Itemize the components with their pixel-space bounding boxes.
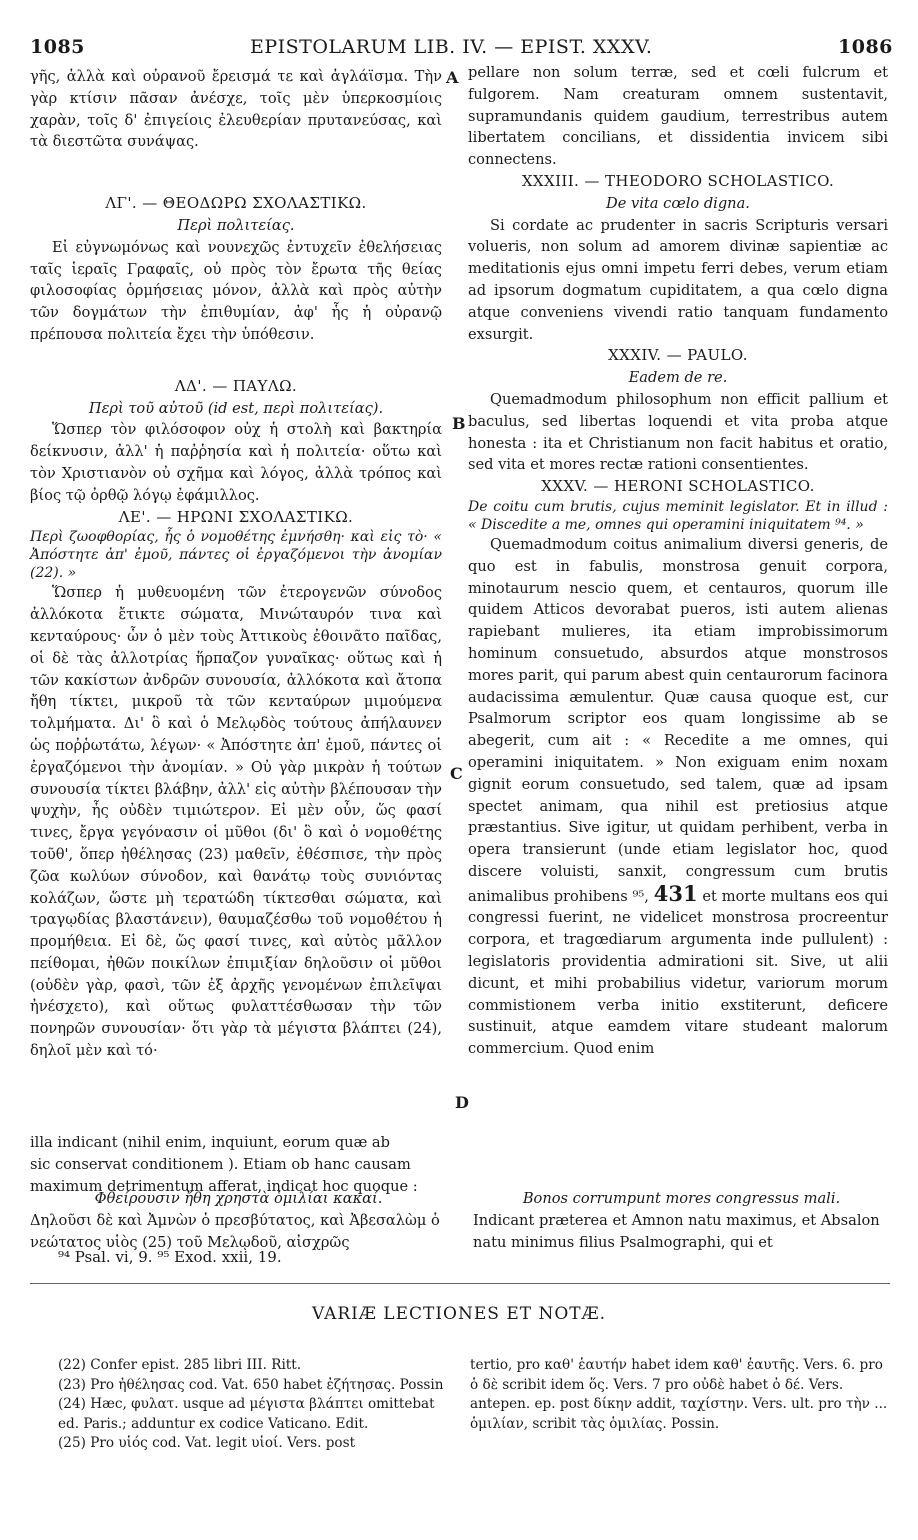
greek-intro: γῆς, ἀλλὰ καὶ οὐρανοῦ ἔρεισμά τε καὶ ἀγλάϊσμα. Τὴν γὰρ κτίσιν πᾶσαν ἀνέσχε, τοῖς μὲν ὑπερκοσμίοις χαρὰν, τοῖς δ' ἐπιγείοις ἐλευθερίαν πρυτανεύσας, καὶ τὰ διεστῶτα συνάψας. [30,68,442,151]
greek-epistle-35-title: ΛΕ'. — ΗΡΩΝΙ ΣΧΟΛΑΣΤΙΚΩ. [118,507,354,526]
running-title: EPISTOLARUM LIB. IV. — EPIST. XXXV. [250,36,653,58]
note-23: (23) Pro ἠθέλησας cod. Vat. 650 habet ἐζήτησας. Possin [58,1376,444,1393]
latin-epistle-33-text: Si cordate ac prudenter in sacris Scripturis versari volueris, non solum ad amorem divinæ sapientiæ ac meditationis ejus omni impetu ferri debes, verum etiam ad ipsorum dogmatum cupiditatem, a qua cœlo digna atque conveniens vivendi ratio tanquam fundamento exsurgit. [468,216,888,343]
latin-closing [473,1188,890,1254]
note-24: (24) Hæc, φυλατ. usque ad μέγιστα βλάπτει omittebat ed. Paris.; adduntur ex codice Vaticano. Edit. [58,1396,435,1432]
greek-epistle-33-text: Εἰ εὐγνωμόνως καὶ νουνεχῶς ἐντυχεῖν ἐθελήσειας ταῖς ἱεραῖς Γραφαῖς, οὐ πρὸς τὸν ἔρωτα τῆς θείας φιλοσοφίας ὁρμήσειας μόνον, ἀλλὰ καὶ πρὸς αὐτὴν τῶν δογμάτων τὴν ἐπιθυμίαν, ἀφ' ἧς ἡ οὐρανῷ πρέπουσα πολιτεία ἔχει τὴν ὑπόθεσιν. [30,238,442,343]
column-number: 431 [653,880,698,906]
latin-quote: Bonos corrumpunt mores congressus mali. [522,1190,841,1207]
latin-epistle-33-title: XXXIII. — THEODORO SCHOLASTICO. [521,171,835,190]
continuation-line-3: maximum detrimentum afferat, indicat hoc quoque : [30,1177,418,1195]
greek-epistle-34-title: ΛΔ'. — ΠΑΥΛΩ. [174,376,298,395]
greek-epistle-35-subtitle: Περὶ ζωοφθορίας, ἧς ὁ νομοθέτης ἐμνήσθη· καὶ εἰς τὸ· « Ἀπόστητε ἀπ' ἐμοῦ, πάντες οἱ ἐργαζόμενοι τὴν ἀνομίαν (22). » [30,529,442,582]
closing-section [30,1188,890,1254]
latin-column [468,62,888,1060]
greek-epistle-33-title: ΛΓ'. — ΘΕΟΔΩΡΩ ΣΧΟΛΑΣΤΙΚΩ. [105,194,367,213]
footnotes: ⁹⁴ Psal. vi, 9. ⁹⁵ Exod. xxii, 19. [58,1248,282,1266]
latin-epistle-33-subtitle: De vita cœlo digna. [606,194,750,212]
greek-epistle-35-text: Ὥσπερ ἡ μυθευομένη τῶν ἑτερογενῶν σύνοδος ἀλλόκοτα ἔτικτε σώματα, Μινώταυρόν τινα καὶ κενταύρους· ὧν ὁ μὲν τοὺς Ἀττικοὺς ἐθοινᾶτο παῖδας, οἱ δὲ τὰς ἀλλοτρίας ἥρπαζον γυναῖκας· οὕτως καὶ ἡ τῶν κακίστων ἀνδρῶν συνουσία, ἀλλόκοτα καὶ ἄτοπα ἤθη τίκτει, μικροῦ τὰ τῶν κενταύρων μιμούμενα τολμήματα. Δι' ὃ καὶ ὁ Μελῳδὸς τούτους ἀπήλαυνεν ὡς ποῤῥωτάτω, λέγων· « Ἀπόστητε ἀπ' ἐμοῦ, πάντες οἱ ἐργαζόμενοι τὴν ἀνομίαν. » Οὐ γὰρ μικρὰν ἡ τούτων συνουσία τίκτει βλάβην, ἀλλ' εἰς αὐτὴν βλέπουσαν τὴν ψυχὴν, ἧς οὐδὲν τιμιώτερον. Εἰ μὲν οὖν, ὥς φασί τινες, ἔργα γεγόνασιν οἱ μῦθοι (δι' ὃ καὶ ὁ νομοθέτης τοῦθ', ὅπερ ἠθέλησας (23) μαθεῖν, ἐθέσπισε, τὴν πρὸς ζῶα κωλύων σύνοδον, καὶ θανάτῳ τοὺς συνιόντας κολάζων, ὥστε μὴ τερατώδη τίκτεσθαι σώματα, καὶ τραγῳδίας βλαστάνειν), θαυμαζέσθω τοῦ νομοθέτου ἡ προμήθεια. Εἰ δὲ, ὥς φασί τινες, καὶ αὐτὸς μᾶλλον πείθομαι, ἠθῶν ποικίλων ἐπιμιξίαν δηλοῦσιν οἱ μῦθοι (οὐδὲν γὰρ, φασὶ, τῶν ἐξ ἀρχῆς γενομένων ἐπιλεῖψαι ἠνέσχετο), καὶ οὕτως φυλαττέσθωσαν τὴν τῶν πονηρῶν συνουσίαν· ὅτι γὰρ τὰ μέγιστα βλάπτει (24), δηλοῖ μὲν καὶ τό· [30,584,442,1060]
right-page-number: 1086 [838,36,893,58]
margin-marker-b: B [452,414,466,433]
latin-epistle-35-title: XXXV. — HERONI SCHOLASTICO. [541,477,815,496]
note-continuation: tertio, pro καθ' ἑαυτήν habet idem καθ' ἑαυτῆς. Vers. 6. pro ὁ δὲ scribit idem ὅς. Vers. 7 pro οὐδὲ habet ὁ δέ. Vers. antepen. ep. post δίκην addit, ταχίστην. Vers. ult. pro τὴν ... ὁμιλίαν, scribit τὰς ὁμιλίας. Possin. [470,1357,888,1432]
notes-right-column [470,1356,890,1434]
greek-epistle-34-subtitle: Περὶ τοῦ αὐτοῦ (id est, περὶ πολιτείας). [88,399,384,417]
continuation-line-1: illa indicant (nihil enim, inquiunt, eorum quæ ab [30,1134,390,1151]
continuation-line-2: sic conservat conditionem ). Etiam ob hanc causam [30,1155,411,1173]
latin-epistle-35-text-a: Quemadmodum coitus animalium diversi generis, de quo est in fabulis, monstrosa genuit corpora, minotaurum nescio quem, et centauros, quorum ille quidem Atticos devorabat pueros, isti autem alienas rapiebant mulieres, ita etiam improbissimorum hominum consuetudo, absurdos atque monstrosos mores parit, qui parum abest quin centaurorum facinora audacissima æmulentur. Quæ causa quoque est, cur Psalmorum scriptor eos quam longissime ab se abegerit, cum ait : « Recedite a me omnes, qui operamini iniquitatem. » Non exiguam enim noxam gignit eorum consuetudo, sed talem, quæ ad ipsam spectet animam, qua nihil est pretiosius atque præstantius. Sive igitur, ut quidam perhibent, verba in opera transierunt (unde etiam legislator hoc, quod discere voluisti, sanxit, congressum cum brutis animalibus prohibens ⁹⁵, [468,535,888,905]
latin-closing-text: Indicant præterea et Amnon natu maximus, et Absalon natu minimus filius Psalmographi, qui et [473,1212,880,1251]
greek-closing-text: Δηλοῦσι δὲ καὶ Ἀμνὼν ὁ πρεσβύτατος, καὶ Ἀβεσαλὼμ ὁ νεώτατος υἱὸς (25) τοῦ Μελῳδοῦ, αἰσχρῶς [30,1212,440,1251]
greek-closing [30,1188,447,1254]
latin-epistle-35-text-b: et morte multans eos qui congressi fuerint, ne videlicet monstrosa procreentur corpora, et tragœdiarum argumenta inde pullulent) : legislatoris providentia admirationi sit. Sive, ut alii dicunt, et mihi probabilius videtur, variorum morum commistionem verba initio exstiterunt, deficere sustinuit, atque eamdem vitare studeant malorum commercium. Quod enim [468,887,888,1058]
greek-quote: Φθείρουσιν ἤθη χρηστὰ ὁμιλίαι κακαί. [94,1190,383,1207]
greek-epistle-34-text: Ὥσπερ τὸν φιλόσοφον οὐχ ἡ στολὴ καὶ βακτηρία δείκνυσιν, ἀλλ' ἡ παῤῥησία καὶ ἡ πολιτεία· οὕτω καὶ τὸν Χριστιανὸν οὐ σχῆμα καὶ λόγος, ἀλλὰ τρόπος καὶ βίος τῷ ὀρθῷ λόγῳ ἐφάμιλλος. [30,421,442,504]
note-22: (22) Confer epist. 285 libri III. Ritt. [58,1357,302,1373]
greek-epistle-33-subtitle: Περὶ πολιτείας. [177,216,295,234]
latin-epistle-35-subtitle: De coitu cum brutis, cujus meminit legislator. Et in illud : « Discedite a me, omnes qui operamini iniquitatem ⁹⁴. » [468,498,888,533]
margin-marker-a: A [446,68,459,87]
latin-intro: pellare non solum terræ, sed et cœli fulcrum et fulgorem. Nam creaturam omnem sustentavit, supramundanis quidem gaudium, terrestribus autem libertatem concilians, et dissidentia invicem sibi connectens. [468,64,888,169]
latin-epistle-34-text: Quemadmodum philosophum non efficit pallium et baculus, sed libertas loquendi et vita proba atque honesta : ita et Christianum non facit habitus et oratio, sed vita et mores rectæ rationi consentientes. [468,390,888,474]
latin-epistle-34-subtitle: Eadem de re. [628,369,728,387]
margin-marker-d: D [455,1093,469,1112]
note-25: (25) Pro υἱός cod. Vat. legit υἱοί. Vers. post [58,1435,356,1451]
notes-title: VARIÆ LECTIONES ET NOTÆ. [311,1304,607,1324]
greek-column [30,66,442,1062]
latin-epistle-34-title: XXXIV. — PAULO. [608,346,748,365]
notes-left-column [58,1356,448,1454]
left-page-number: 1085 [30,36,85,58]
margin-marker-c: C [450,764,463,783]
latin-epistle-35-text [468,534,888,1060]
divider-line [30,1283,890,1284]
